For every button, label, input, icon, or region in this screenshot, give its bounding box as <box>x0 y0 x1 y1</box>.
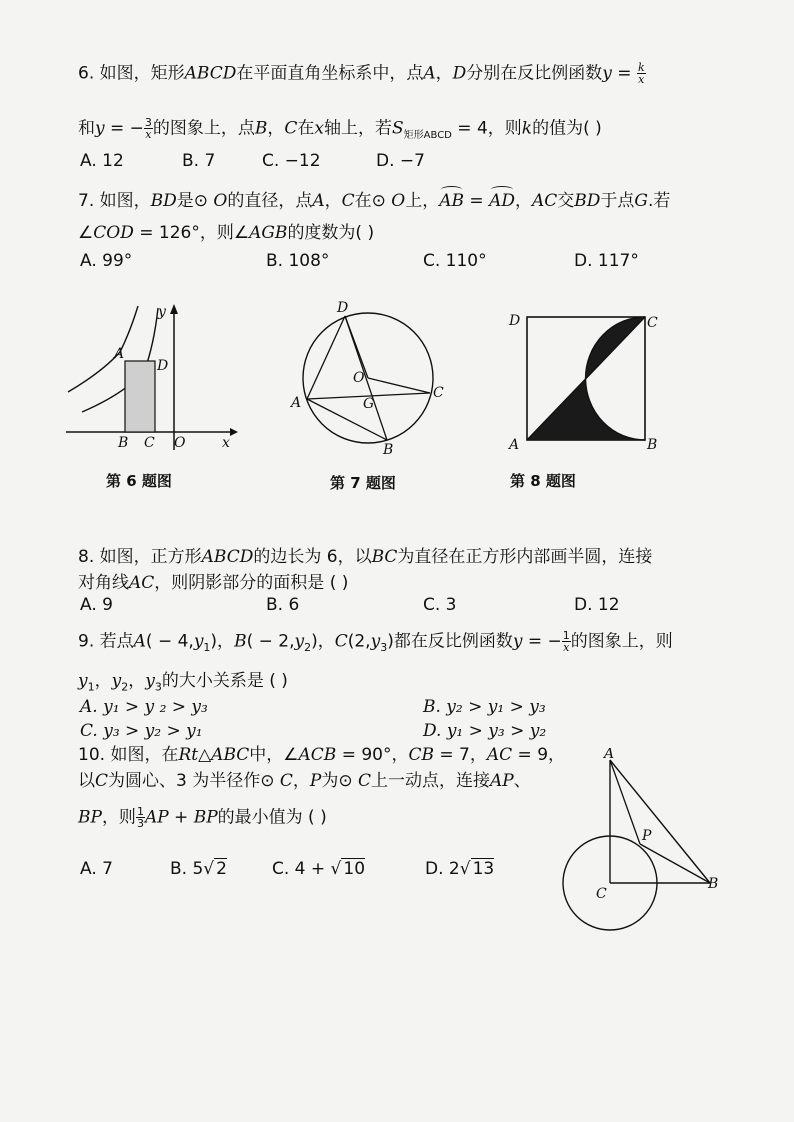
x-axis-arrow <box>230 428 238 436</box>
q9-math: y <box>193 631 204 652</box>
label-a: A <box>114 346 125 362</box>
q9-text: (2, <box>347 631 371 652</box>
q9-text: ， <box>94 671 112 691</box>
label-a: A <box>509 437 520 453</box>
q7-line1 <box>78 190 670 212</box>
q7-math: A <box>312 191 325 211</box>
q9-option-a[interactable]: A. y₁ > y ₂ > y₃ <box>80 697 208 717</box>
q7-line2 <box>78 222 374 244</box>
label-x: x <box>222 435 230 451</box>
label-b: B <box>647 437 658 453</box>
q9-option-c[interactable]: C. y₃ > y₂ > y₁ <box>80 721 203 741</box>
q7-text: = <box>464 191 490 211</box>
label-a: A <box>291 395 302 411</box>
q9-subscript: 3 <box>154 680 162 694</box>
figure-6 <box>62 300 242 455</box>
figure-8-caption: 第 8 题图 <box>510 472 576 490</box>
q6-option-c[interactable]: C. −12 <box>262 151 321 171</box>
q10-math: BP <box>78 807 102 828</box>
segment-bp <box>640 844 710 883</box>
q6-text: ， <box>267 118 285 139</box>
q7-text: ， <box>515 191 532 211</box>
q9-text: )， <box>210 631 235 652</box>
q10-math: BP <box>193 807 218 828</box>
q8-text: 对角线 <box>78 573 129 593</box>
label-p: P <box>642 828 652 844</box>
q6-math: D <box>452 63 467 84</box>
label-c: C <box>433 385 444 401</box>
radius-oc <box>368 378 430 393</box>
label-b: B <box>383 442 394 458</box>
q9-math: y <box>145 671 155 691</box>
q7-text: 上， <box>405 191 440 211</box>
q9-math: y <box>294 631 305 652</box>
q10-text: ， <box>292 771 310 791</box>
q6-math: A <box>423 63 436 84</box>
figure-7 <box>285 296 465 461</box>
label-o: O <box>353 370 365 386</box>
q7-text: 于点 <box>600 191 635 211</box>
q9-text: ( − 2, <box>246 631 295 652</box>
q6-text: 轴上，若 <box>324 118 393 139</box>
q10-math: CB <box>408 745 434 765</box>
q7-math: O <box>391 191 406 211</box>
q8-math: AC <box>129 573 155 593</box>
q8-text: 为直径在正方形内部画半圆，连接 <box>397 547 653 567</box>
q9-line2 <box>78 670 288 698</box>
q10-math: P <box>309 771 322 791</box>
q6-text: = <box>611 63 637 84</box>
figure-8 <box>505 305 665 455</box>
label-d: D <box>337 300 349 316</box>
q9-subscript: 1 <box>203 640 211 654</box>
q6-math: S <box>392 118 404 139</box>
q10-text: 为⊙ <box>321 771 359 791</box>
q6-option-a[interactable]: A. 12 <box>80 151 124 171</box>
q7-option-d[interactable]: D. 117° <box>574 251 639 271</box>
q9-subscript: 2 <box>121 680 129 694</box>
q9-subscript: 3 <box>380 640 388 654</box>
q10-text: + <box>168 807 194 828</box>
q8-text: 的边长为 6，以 <box>253 547 372 567</box>
q10-math: C <box>279 771 293 791</box>
label-c: C <box>647 315 658 331</box>
q10-math: AP <box>490 771 514 791</box>
q9-text: ( − 4, <box>145 631 194 652</box>
q6-text: = 4，则 <box>451 118 522 139</box>
q6-math: y <box>602 63 612 84</box>
q6-line1 <box>78 62 646 85</box>
q10-option-b[interactable]: B. 5√ 2 <box>170 859 227 879</box>
q6-option-b[interactable]: B. 7 <box>182 151 216 171</box>
q7-text: 是⊙ <box>176 191 214 211</box>
q8-option-c[interactable]: C. 3 <box>423 595 457 615</box>
q7-math: O <box>213 191 228 211</box>
q7-math: AGB <box>249 223 288 243</box>
label-c: C <box>144 435 155 451</box>
q6-math: k <box>521 118 533 139</box>
q6-fraction: $\frac{k}{x}$ <box>637 61 645 86</box>
q10-line1 <box>78 744 565 766</box>
q7-arc-ad: AD <box>489 191 515 211</box>
q9-option-b[interactable]: B. y₂ > y₁ > y₃ <box>423 697 546 717</box>
q10-fraction: $\frac{1}{3}$ <box>136 805 144 830</box>
segment-ap <box>610 760 640 844</box>
q10-math: AC <box>486 745 513 765</box>
q7-option-b[interactable]: B. 108° <box>266 251 330 271</box>
q7-text: ∠ <box>78 223 94 243</box>
q10-option-d[interactable]: D. 2√ 13 <box>425 859 495 879</box>
q9-math: y <box>111 671 122 691</box>
q6-math: ABCD <box>184 63 237 84</box>
label-g: G <box>363 396 375 412</box>
q7-text: 的度数为( ) <box>287 223 375 243</box>
q9-math: y <box>512 631 523 652</box>
q8-line2 <box>78 572 348 594</box>
label-y: y <box>158 304 166 320</box>
q7-math: BD <box>150 191 177 211</box>
q6-subscript: 矩形ABCD <box>403 129 452 141</box>
q9-text: )， <box>311 631 335 652</box>
q10-line3 <box>78 806 327 829</box>
q9-option-d[interactable]: D. y₁ > y₃ > y₂ <box>423 721 547 741</box>
q8-line1 <box>78 546 652 568</box>
q7-math: G <box>634 191 649 211</box>
q10-line2 <box>78 770 531 792</box>
q10-text: = 7， <box>433 745 487 765</box>
q7-option-a[interactable]: A. 99° <box>80 251 133 271</box>
q6-text: 在平面直角坐标系中，点 <box>236 63 424 84</box>
q10-math: AP <box>144 807 169 828</box>
q9-subscript: 1 <box>87 680 95 694</box>
figure-7-caption: 第 7 题图 <box>330 474 396 492</box>
label-d: D <box>509 313 521 329</box>
q10-math: ABC <box>211 745 250 765</box>
label-c: C <box>596 886 607 902</box>
q9-math: A <box>133 631 146 652</box>
q7-text: .若 <box>648 191 671 211</box>
q8-option-b[interactable]: B. 6 <box>266 595 300 615</box>
q6-text: 的值为( ) <box>532 118 602 139</box>
q7-math: BD <box>574 191 601 211</box>
q9-math: C <box>334 631 348 652</box>
q9-text: ， <box>128 671 146 691</box>
figure-10 <box>560 748 740 938</box>
q9-math: y <box>370 631 381 652</box>
q8-text: ，则阴影部分的面积是 ( ) <box>154 573 349 593</box>
q9-text: )都在反比例函数 <box>387 631 513 652</box>
q7-arc-ab: AB <box>439 191 464 211</box>
q10-text: 中，∠ <box>249 745 299 765</box>
q7-text: 7. 如图， <box>78 191 151 211</box>
q9-line1 <box>78 630 673 659</box>
q6-text: 分别在反比例函数 <box>466 63 603 84</box>
q7-math: COD <box>93 223 134 243</box>
figure-6-caption: 第 6 题图 <box>106 472 172 490</box>
q10-text: △ <box>198 745 212 765</box>
q9-text: 的图象上，则 <box>570 631 673 652</box>
q7-text: 交 <box>557 191 575 211</box>
q7-text: ， <box>324 191 342 211</box>
q10-math: ACB <box>298 745 337 765</box>
q6-math: C <box>284 118 298 139</box>
label-a: A <box>604 748 615 762</box>
q10-text: = 90°， <box>336 745 409 765</box>
q6-text: 的图象上，点 <box>152 118 255 139</box>
q7-text: = 126°，则∠ <box>133 223 250 243</box>
q10-text: 上一动点，连接 <box>371 771 491 791</box>
q10-math: C <box>95 771 109 791</box>
q6-line2 <box>78 117 602 147</box>
q8-math: BC <box>371 547 398 567</box>
q10-text: ，则 <box>101 807 136 828</box>
q9-subscript: 2 <box>304 640 312 654</box>
q10-text: 、 <box>513 771 531 791</box>
label-o: O <box>174 435 186 451</box>
q6-math: y <box>95 118 105 139</box>
q10-text: 的最小值为 ( ) <box>217 807 327 828</box>
q10-text: 为圆心、3 为半径作⊙ <box>108 771 280 791</box>
q10-text: 以 <box>78 771 95 791</box>
q9-math: y <box>78 671 88 691</box>
q6-math: B <box>254 118 268 139</box>
q10-text: 10. 如图，在 <box>78 745 179 765</box>
q6-text: 6. 如图，矩形 <box>78 63 185 84</box>
q9-math: B <box>234 631 247 652</box>
q9-text: 9. 若点 <box>78 631 134 652</box>
label-d: D <box>157 358 169 374</box>
q10-option-a[interactable]: A. 7 <box>80 859 113 879</box>
q6-option-d[interactable]: D. −7 <box>376 151 425 171</box>
q6-fraction: $\frac{3}{x}$ <box>144 116 152 141</box>
q6-text: = − <box>104 118 144 139</box>
q6-math: x <box>314 118 325 139</box>
q7-math: AC <box>532 191 558 211</box>
q7-text: 的直径，点 <box>227 191 313 211</box>
q10-math: C <box>358 771 372 791</box>
q8-text: 8. 如图，正方形 <box>78 547 202 567</box>
y-axis-arrow <box>170 304 178 314</box>
q6-text: ， <box>435 63 453 84</box>
q8-math: ABCD <box>201 547 254 567</box>
q8-option-d[interactable]: D. 12 <box>574 595 620 615</box>
label-b: B <box>708 876 719 892</box>
q6-text: 和 <box>78 118 95 139</box>
q10-text: = 9， <box>512 745 566 765</box>
q6-text: 在 <box>297 118 315 139</box>
q7-option-c[interactable]: C. 110° <box>423 251 487 271</box>
q9-text: = − <box>522 631 562 652</box>
q7-math: C <box>341 191 355 211</box>
q9-text: 的大小关系是 ( ) <box>161 671 288 691</box>
radius-od <box>345 316 368 378</box>
side-ab <box>610 760 710 883</box>
q10-option-c[interactable]: C. 4 + √ 10 <box>272 859 366 879</box>
rectangle-abcd <box>125 361 155 432</box>
q10-math: Rt <box>178 745 199 765</box>
q9-fraction: $\frac{1}{x}$ <box>562 629 570 654</box>
label-b: B <box>118 435 129 451</box>
q7-text: 在⊙ <box>354 191 392 211</box>
q8-option-a[interactable]: A. 9 <box>80 595 113 615</box>
